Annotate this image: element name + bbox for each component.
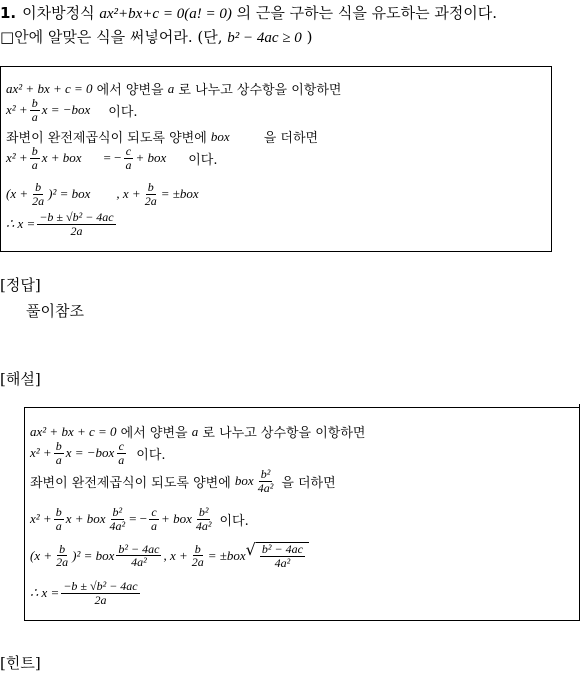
problem-subtitle [0,26,312,47]
q-l2-lhs: x² + [6,102,28,118]
e-line-3 [30,468,336,494]
e-l4-frac2 [108,506,128,532]
e-l1-eq: ax² + bx + c = 0 [30,423,117,439]
q-line-1 [6,79,341,98]
q-l5-frac-num: b [35,180,42,194]
e-l5-frac2-num: b² − 4ac [118,541,160,556]
q-l2-frac [30,97,40,123]
subtitle-suffix: ) [306,28,313,46]
e-l6-frac [61,580,139,606]
e-line-6 [30,580,142,606]
subtitle-condition: b² − 4ac ≥ 0 [227,30,302,46]
q-l3-text: 좌변이 완전제곱식이 되도록 양변에 [6,131,207,146]
e-l3-text: 좌변이 완전제곱식이 되도록 양변에 [30,475,231,491]
explanation-box [24,407,580,621]
e-l4-eq: = − [129,511,148,527]
e-l6-num: −b ± √b² − 4ac [63,579,138,593]
e-l4-frac4-num: b² [198,505,209,519]
q-line-2 [6,97,138,123]
e-l6-den: 2a [94,592,107,607]
e-l1-var: a [191,423,199,439]
e-l3-text2: 을 더하면 [281,475,336,491]
q-l4-frac1 [30,145,40,171]
e-l5-comma: , x + [163,547,188,563]
e-line-5 [30,542,309,569]
e-l5-rhs: = ±box [207,547,246,563]
e-line-4 [30,506,249,532]
e-l5-frac2-den: 4a² [131,555,147,570]
e-l5-frac3-den: 2a [191,555,204,570]
e-l4-frac1-num: b [55,505,62,519]
e-l2-frac-den: a [55,452,62,467]
e-l5-sqrt-frac [260,543,305,569]
q-line-3 [6,127,318,146]
q-l1-text2: 로 나누고 상수항을 이항하면 [178,83,342,98]
q-line-6 [6,211,118,237]
q-l5-close: )² = box [48,186,91,202]
question-box [0,66,552,252]
q-line-5 [6,181,199,207]
q-l5-rhs: = ±box [160,186,199,202]
q-l6-lhs: ∴ x = [6,216,36,232]
e-l5-open: (x + [30,547,53,563]
e-l4-frac4-den: 4a² [195,518,212,533]
e-l4-mid: x + box [65,511,106,527]
e-l4-frac3 [149,506,159,532]
q-l5-open: (x + [6,186,29,202]
sqrt-radical-icon: √ [245,540,256,559]
q-l4-frac1-den: a [31,157,38,172]
problem-title [0,2,497,23]
e-l3-frac [256,468,276,494]
e-l2-rhs: x = −box [65,445,115,461]
e-l4-text: 이다. [219,513,249,529]
q-l4-frac2 [123,145,133,171]
e-l5-frac3 [190,543,206,569]
e-l1-text: 에서 양변을 [120,426,188,441]
e-l4-frac1-den: a [55,518,62,533]
e-l4-frac1 [54,506,64,532]
e-l2-frac [54,440,64,466]
e-l2-frac2-den: a [118,452,125,467]
e-l5-frac3-num: b [194,541,201,556]
explanation-heading: [해설] [0,370,41,388]
e-l5-frac2 [116,543,161,569]
e-l1-text2: 로 나누고 상수항을 이항하면 [202,426,366,441]
q-l6-den: 2a [70,223,83,238]
title-equation: ax²+bx+c = 0(a! = 0) [99,6,232,22]
q-line-4 [6,145,217,171]
q-l6-frac [37,211,115,237]
hint-heading: [힌트] [0,654,41,672]
subtitle-prefix: □안에 알맞은 식을 써넣어라. (단, [0,28,223,46]
e-l4-lhs: x² + [30,511,52,527]
q-l4-lhs: x² + [6,150,28,166]
q-l4-rhs: + box [135,150,167,166]
e-line-1 [30,422,365,441]
q-l2-frac-den: a [31,109,38,124]
q-l5-frac2-den: 2a [144,193,157,208]
e-l5-close: )² = box [72,547,115,563]
q-l4-mid: x + box [41,150,82,166]
q-l4-frac2-den: a [125,157,132,172]
e-l4-frac3-num: c [151,505,157,519]
q-l3-box: box [210,128,230,144]
e-l3-frac-num: b² [260,467,271,481]
e-l2-text: 이다. [136,447,166,463]
e-l4-frac3-den: a [151,518,158,533]
q-l4-text: 이다. [188,152,218,168]
q-l4-frac1-num: b [31,144,38,158]
q-l3-text2: 을 더하면 [263,131,319,146]
e-l4-frac2-num: b² [112,505,123,519]
title-prefix: 이차방정식 [22,4,95,22]
q-l1-eq: ax² + bx + c = 0 [6,80,93,96]
answer-body: 풀이참조 [26,302,84,320]
q-l1-text: 에서 양변을 [96,83,164,98]
q-l5-frac2 [143,181,159,207]
answer-heading: [정답] [0,276,41,294]
q-l4-eq: = − [103,150,122,166]
q-l1-var: a [167,80,175,96]
e-l6-lhs: ∴ x = [30,585,60,601]
e-l5-sqrt-num: b² − 4ac [261,542,303,556]
title-suffix: 의 근을 구하는 식을 유도하는 과정이다. [236,4,498,22]
q-l5-comma: , x + [116,186,141,202]
e-l2-frac2-num: c [118,439,124,453]
e-l3-frac-den: 4a² [257,480,274,495]
q-l2-rhs: x = −box [41,102,91,118]
e-l5-frac-num: b [59,541,66,556]
e-l2-frac-num: b [55,439,62,453]
q-l5-frac2-num: b [147,180,154,194]
e-l3-box: box [234,473,254,489]
e-l2-lhs: x² + [30,445,52,461]
e-l2-frac2 [116,440,126,466]
e-l5-frac [54,543,70,569]
e-l5-frac-den: 2a [56,555,69,570]
q-l6-num: −b ± √b² − 4ac [39,210,114,224]
q-l4-frac2-num: c [125,144,132,158]
q-l5-frac-den: 2a [32,193,45,208]
e-l4-plus: + box [161,511,192,527]
q-l2-frac-num: b [31,96,38,110]
problem-number: 1. [0,4,17,22]
q-l5-frac [30,181,46,207]
e-l4-frac2-den: 4a² [109,518,126,533]
e-l5-sqrt-den: 4a² [274,555,291,570]
e-line-2 [30,440,166,466]
e-l4-frac4 [194,506,214,532]
e-l5-sqrt [246,542,309,569]
q-l2-text: 이다. [108,104,138,120]
